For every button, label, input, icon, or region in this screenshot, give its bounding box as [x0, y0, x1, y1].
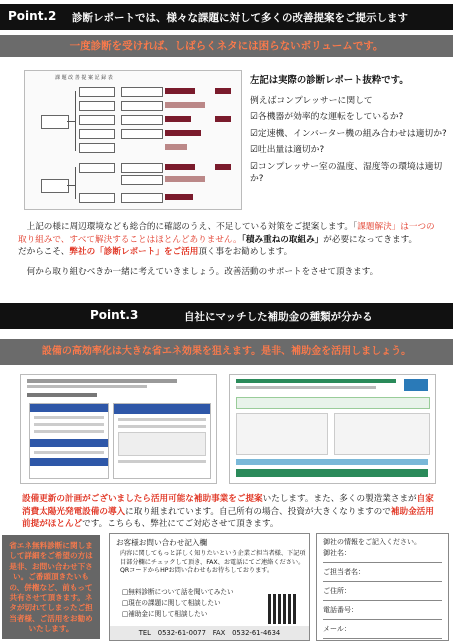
footer-note: 省エネ無料診断に関しまして詳細をご希望の方は是非、お問い合わせ下さい。ご番頭頂きたいもの、併権など、前もって共有させて頂きます。ネタが切れてしまったご担当者様、ご活用をお勧めいたします。 — [2, 535, 100, 639]
check-item: ☑コンプレッサー室の温度、湿度等の環境は適切か? — [250, 161, 443, 184]
inquiry-box — [109, 533, 310, 641]
inquiry-option[interactable]: □補助金に関して相談したい — [122, 610, 208, 618]
tel-fax: TEL 0532-61-0077 FAX 0532-61-4634 — [110, 626, 309, 640]
point3-banner: 設備の高効率化は大きな省エネ効果を狙えます。是非、補助金を活用しましょう。 — [0, 339, 453, 365]
info-title: 御社の情報をご記入ください。 — [323, 538, 421, 546]
checklist — [250, 111, 448, 186]
point2-paragraph-2: 何から取り組むべきか一緒に考えていきましょう。改善活動のサポートをさせて頂きます。 — [26, 267, 379, 277]
point3-title: 自社にマッチした補助金の種類が分かる — [184, 311, 373, 323]
company-info-box — [316, 533, 449, 641]
field-address[interactable]: ご住所： — [323, 586, 442, 601]
thumb-node-1 — [41, 115, 69, 129]
thumb-title: 課 題 改 善 提 案 記 録 表 — [55, 75, 113, 81]
check-item: ☑定速機、インバーター機の組み合わせは適切か? — [250, 128, 447, 139]
inquiry-option[interactable]: □無料診断について話を聞いてみたい — [122, 588, 234, 596]
example-intro: 例えばコンプレッサーに関して — [250, 96, 373, 106]
field-email[interactable]: メール： — [323, 624, 442, 639]
inquiry-body: 内容に関してもっと詳しく知りたいという企業ご担当者様、下記項目部分欄にチェックして頂き、FAX、お電話にてご連絡ください。QRコードからHPお問い合わせもお待ちしております。 — [120, 550, 306, 575]
thumb-node-2 — [41, 179, 69, 193]
inquiry-option[interactable]: □現在の課題に関して相談したい — [122, 599, 221, 607]
point3-header — [0, 303, 453, 329]
point2-banner: 一度診断を受ければ、しばらくネタには困らないボリュームです。 — [0, 35, 453, 57]
field-phone[interactable]: 電話番号： — [323, 605, 442, 620]
point2-label: Point.2 — [8, 9, 57, 23]
report-thumbnail — [24, 70, 242, 210]
qr-code — [268, 594, 298, 624]
check-item: ☑各機器が効率的な運転をしているか? — [250, 112, 404, 122]
subsidy-doc-2 — [229, 374, 436, 484]
field-person[interactable]: ご担当者名： — [323, 567, 442, 582]
inquiry-title: お客様お問い合わせ記入欄 — [116, 538, 208, 547]
check-item: ☑吐出量は適切か? — [250, 145, 325, 155]
point2-paragraph: 上記の様に周辺環境なども総合的に確認のうえ、不足している対策をご提案します。「課題解決」は一つの取り組みで、すべて解決することはほとんどありません。「積み重ねの取組み」が必要になってきます。 だからこそ、弊社の「診断レポート」をご活用頂く事をお勧めします。 — [18, 222, 435, 257]
inquiry-options — [122, 587, 234, 620]
point2-header — [0, 4, 453, 30]
subsidy-doc-1 — [20, 374, 217, 484]
report-intro: 左記は実際の診断レポート抜粋です。 — [250, 75, 409, 86]
field-company[interactable]: 御社名： — [323, 548, 442, 563]
point3-label: Point.3 — [90, 308, 139, 322]
point2-title: 診断レポートでは、様々な課題に対して多くの改善提案をご提示します — [72, 12, 408, 24]
point3-paragraph: 設備更新の計画がございましたら活用可能な補助事業をご提案いたします。また、多くの製造業さまが自家消費太陽光発電設備の導入に取り組まれています。自己所有の場合、投資が大きくなりますので補助金活用前提がほとんどです。こちらも、弊社にてご対応させて頂きます。 — [22, 494, 434, 529]
